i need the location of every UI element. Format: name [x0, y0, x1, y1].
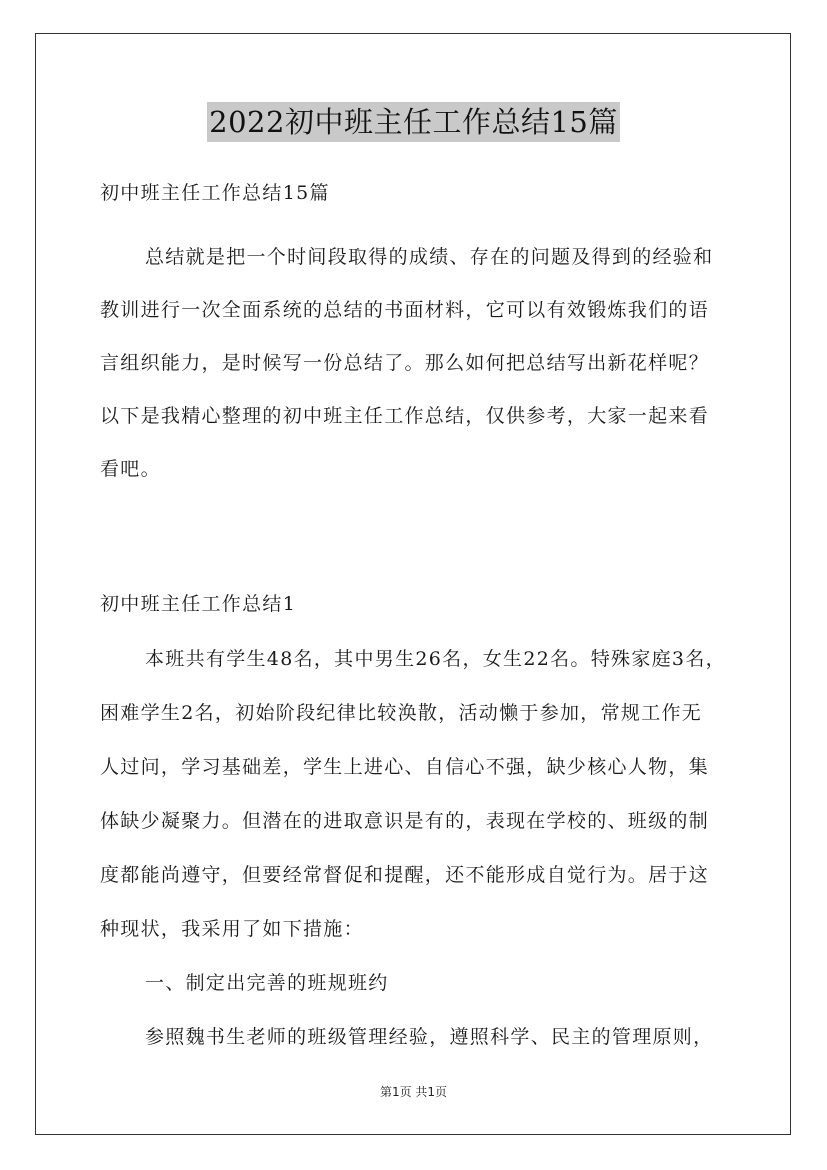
intro-line: 总结就是把一个时间段取得的成绩、存在的问题及得到的经验和	[145, 246, 714, 268]
intro-line: 言组织能力，是时候写一份总结了。那么如何把总结写出新花样呢？	[100, 352, 710, 374]
document-subtitle: 初中班主任工作总结15篇	[100, 182, 330, 204]
intro-paragraph	[100, 231, 728, 496]
body-paragraph	[100, 632, 728, 1064]
measure-heading: 一、制定出完善的班规班约	[145, 972, 389, 994]
body-line: 困难学生2名，初始阶段纪律比较涣散，活动懒于参加，常规工作无	[100, 702, 703, 724]
body-line: 体缺少凝聚力。但潜在的进取意识是有的，表现在学校的、班级的制	[100, 810, 710, 832]
measure-line: 参照魏书生老师的班级管理经验，遵照科学、民主的管理原则，	[145, 1026, 714, 1048]
body-line: 人过问，学习基础差，学生上进心、自信心不强，缺少核心人物，集	[100, 756, 710, 778]
section-title: 初中班主任工作总结1	[100, 593, 297, 615]
body-line: 度都能尚遵守，但要经常督促和提醒，还不能形成自觉行为。居于这	[100, 864, 710, 886]
document-body	[100, 175, 728, 1064]
intro-line: 以下是我精心整理的初中班主任工作总结，仅供参考，大家一起来看	[100, 405, 710, 427]
document-title: 2022初中班主任工作总结15篇	[207, 102, 620, 142]
body-line: 种现状，我采用了如下措施：	[100, 918, 364, 940]
page-footer: 第1页 共1页	[379, 1085, 448, 1099]
intro-line: 教训进行一次全面系统的总结的书面材料，它可以有效锻炼我们的语	[100, 299, 710, 321]
intro-line: 看吧。	[100, 458, 161, 480]
title-container	[0, 102, 827, 142]
body-line: 本班共有学生48名，其中男生26名，女生22名。特殊家庭3名，	[145, 648, 726, 670]
